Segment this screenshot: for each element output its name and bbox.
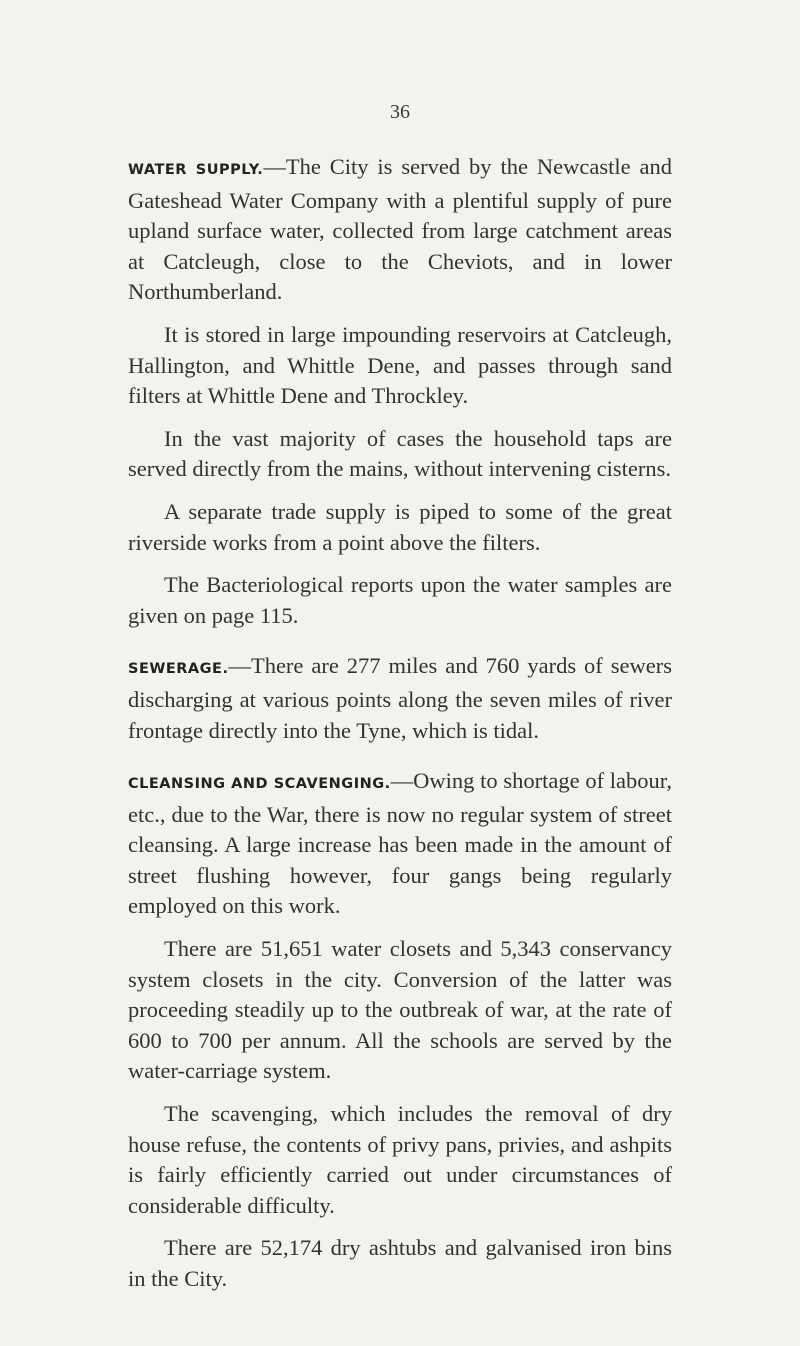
- page-number: 36: [390, 101, 410, 123]
- page-body: [128, 152, 672, 1295]
- water-supply-text: —The City is served by the Newcastle and Gateshead Water Company with a plentiful supply of pure upland surface water, collected from large catchment areas at Catcleugh, close to the Cheviots, and in lower Northumberland.: [128, 154, 672, 305]
- sewerage-heading: SEWERAGE.: [128, 661, 229, 678]
- trade-supply-paragraph: A separate trade supply is piped to some of the great riverside works from a point above the filters.: [128, 498, 672, 555]
- scavenging-paragraph: The scavenging, which includes the removal of dry house refuse, the contents of privy pans, privies, and ashpits is fairly efficiently carried out under circumstances of considerable difficulty.: [128, 1101, 672, 1218]
- water-supply-heading: WATER SUPPLY.: [128, 162, 264, 178]
- bacteriological-paragraph: The Bacteriological reports upon the water samples are given on page 115.: [128, 572, 672, 628]
- water-storage-paragraph: It is stored in large impounding reservoirs at Catcleugh, Hallington, and Whittle Dene, and passes through sand filters at Whittle Dene and Throckley.: [128, 321, 672, 409]
- closets-paragraph: There are 51,651 water closets and 5,343 conservancy system closets in the city. Conversion of the latter was proceeding steadily up to the outbreak of war, at the rate of 600 to 700 per annum. All the schools are served by the water-carriage system.: [128, 936, 672, 1084]
- cleansing-text: —Owing to shortage of labour, etc., due to the War, there is now no regular system of street cleansing. A large increase has been made in the amount of street flushing however, four gangs being regularly employed on this work.: [128, 768, 673, 919]
- sewerage-text: —There are 277 miles and 760 yards of sewers discharging at various points along the seven miles of river frontage directly into the Tyne, which is tidal.: [128, 653, 672, 743]
- water-supply-paragraph: [128, 152, 672, 308]
- cleansing-paragraph: [128, 766, 672, 922]
- household-taps-paragraph: In the vast majority of cases the household taps are served directly from the mains, without intervening cisterns.: [128, 425, 672, 482]
- sewerage-paragraph: [128, 651, 672, 746]
- cleansing-heading: CLEANSING AND SCAVENGING.: [128, 776, 391, 793]
- ashtubs-paragraph: There are 52,174 dry ashtubs and galvanised iron bins in the City.: [128, 1235, 672, 1291]
